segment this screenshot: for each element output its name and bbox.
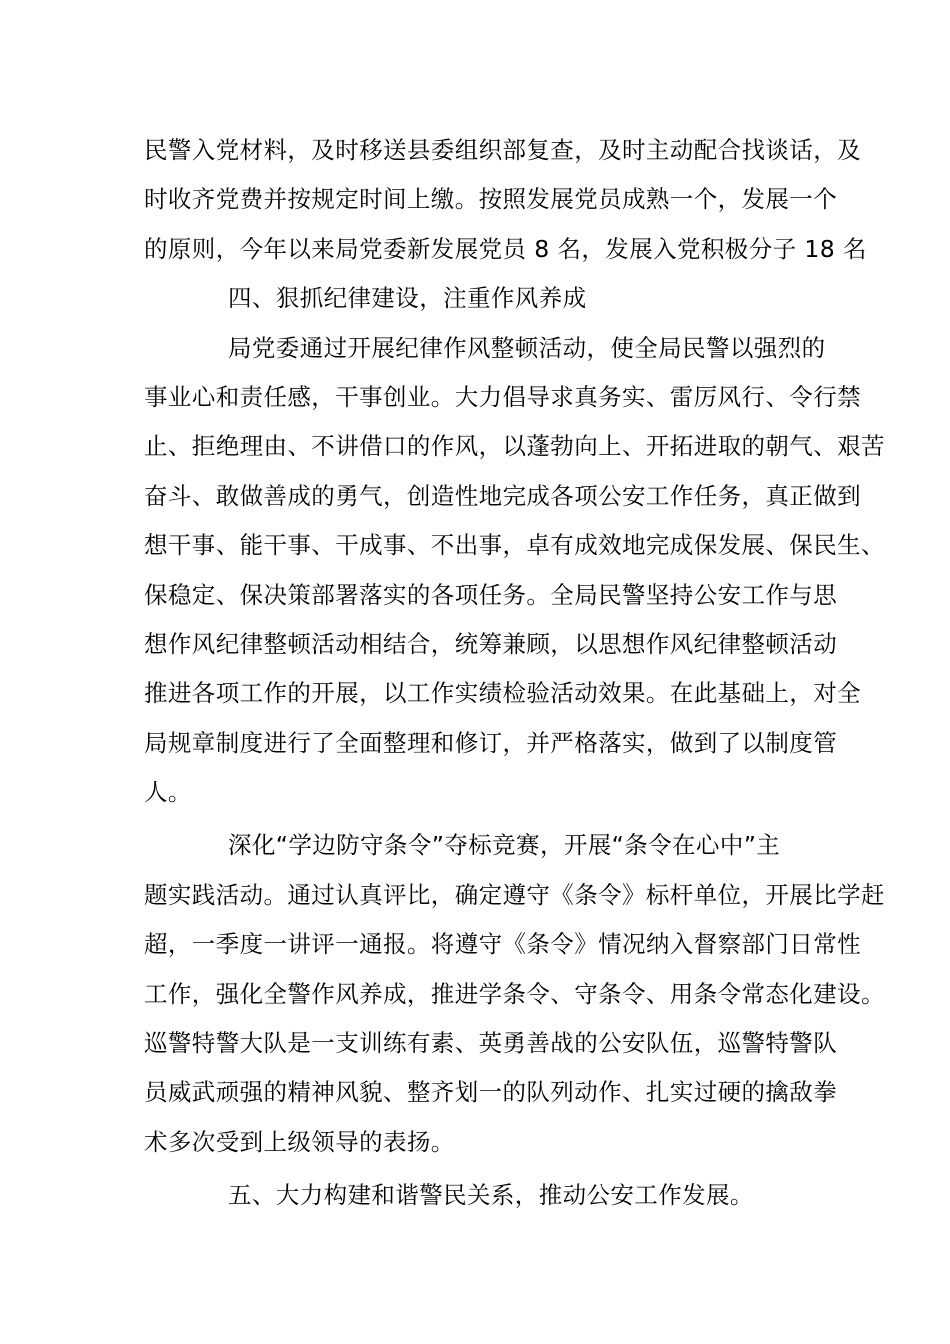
text-line: 奋斗、敢做善成的勇气，创造性地完成各项公安工作任务，真正做到 bbox=[144, 481, 861, 510]
text-line: 题实践活动。通过认真评比，确定遵守《条令》标杆单位，开展比学赶 bbox=[144, 880, 885, 909]
text-line: 工作，强化全警作风养成，推进学条令、守条令、用条令常态化建设。 bbox=[144, 979, 885, 1008]
text-line: 员威武顽强的精神风貌、整齐划一的队列动作、扎实过硬的擒敌拳 bbox=[144, 1078, 838, 1107]
text-line: 的原则，今年以来局党委新发展党员 8 名，发展入党积极分子 18 名 bbox=[144, 234, 867, 263]
text-line: 推进各项工作的开展，以工作实绩检验活动效果。在此基础上，对全 bbox=[144, 679, 861, 708]
paragraph-party-recruitment bbox=[144, 126, 867, 274]
paragraph-discipline-rectification bbox=[144, 324, 885, 818]
text-line: 想作风纪律整顿活动相结合，统筹兼顾，以思想作风纪律整顿活动 bbox=[144, 629, 838, 658]
text-line: 保稳定、保决策部署落实的各项任务。全局民警坚持公安工作与思 bbox=[144, 580, 838, 609]
heading-line: 四、狠抓纪律建设，注重作风养成 bbox=[228, 284, 587, 313]
text-line: 超，一季度一讲评一通报。将遵守《条令》情况纳入督察部门日常性 bbox=[144, 930, 861, 959]
section-heading-five bbox=[144, 1171, 808, 1220]
text-line: 局党委通过开展纪律作风整顿活动，使全局民警以强烈的 bbox=[228, 333, 826, 362]
section-heading-four bbox=[144, 274, 808, 323]
text-line: 事业心和责任感，干事创业。大力倡导求真务实、雷厉风行、令行禁 bbox=[144, 382, 861, 411]
text-line: 局规章制度进行了全面整理和修订，并严格落实，做到了以制度管 bbox=[144, 728, 838, 757]
document-body bbox=[144, 126, 885, 1221]
text-line: 民警入党材料，及时移送县委组织部复查，及时主动配合找谈话，及 bbox=[144, 136, 861, 164]
text-line: 想干事、能干事、干成事、不出事，卓有成效地完成保发展、保民生、 bbox=[144, 531, 885, 560]
text-line: 时收齐党费并按规定时间上缴。按照发展党员成熟一个，发展一个 bbox=[144, 185, 838, 214]
text-line: 止、拒绝理由、不讲借口的作风，以蓬勃向上、开拓进取的朝气、艰苦 bbox=[144, 432, 885, 461]
text-line: 术多次受到上级领导的表扬。 bbox=[144, 1127, 455, 1156]
heading-line: 五、大力构建和谐警民关系，推动公安工作发展。 bbox=[228, 1181, 754, 1210]
text-line: 巡警特警大队是一支训练有素、英勇善战的公安队伍，巡警特警队 bbox=[144, 1029, 838, 1058]
text-line: 深化“学边防守条令”夺标竞赛，开展“条令在心中”主 bbox=[228, 831, 781, 860]
text-line: 人。 bbox=[144, 778, 192, 807]
paragraph-regulations-competition bbox=[144, 821, 885, 1167]
